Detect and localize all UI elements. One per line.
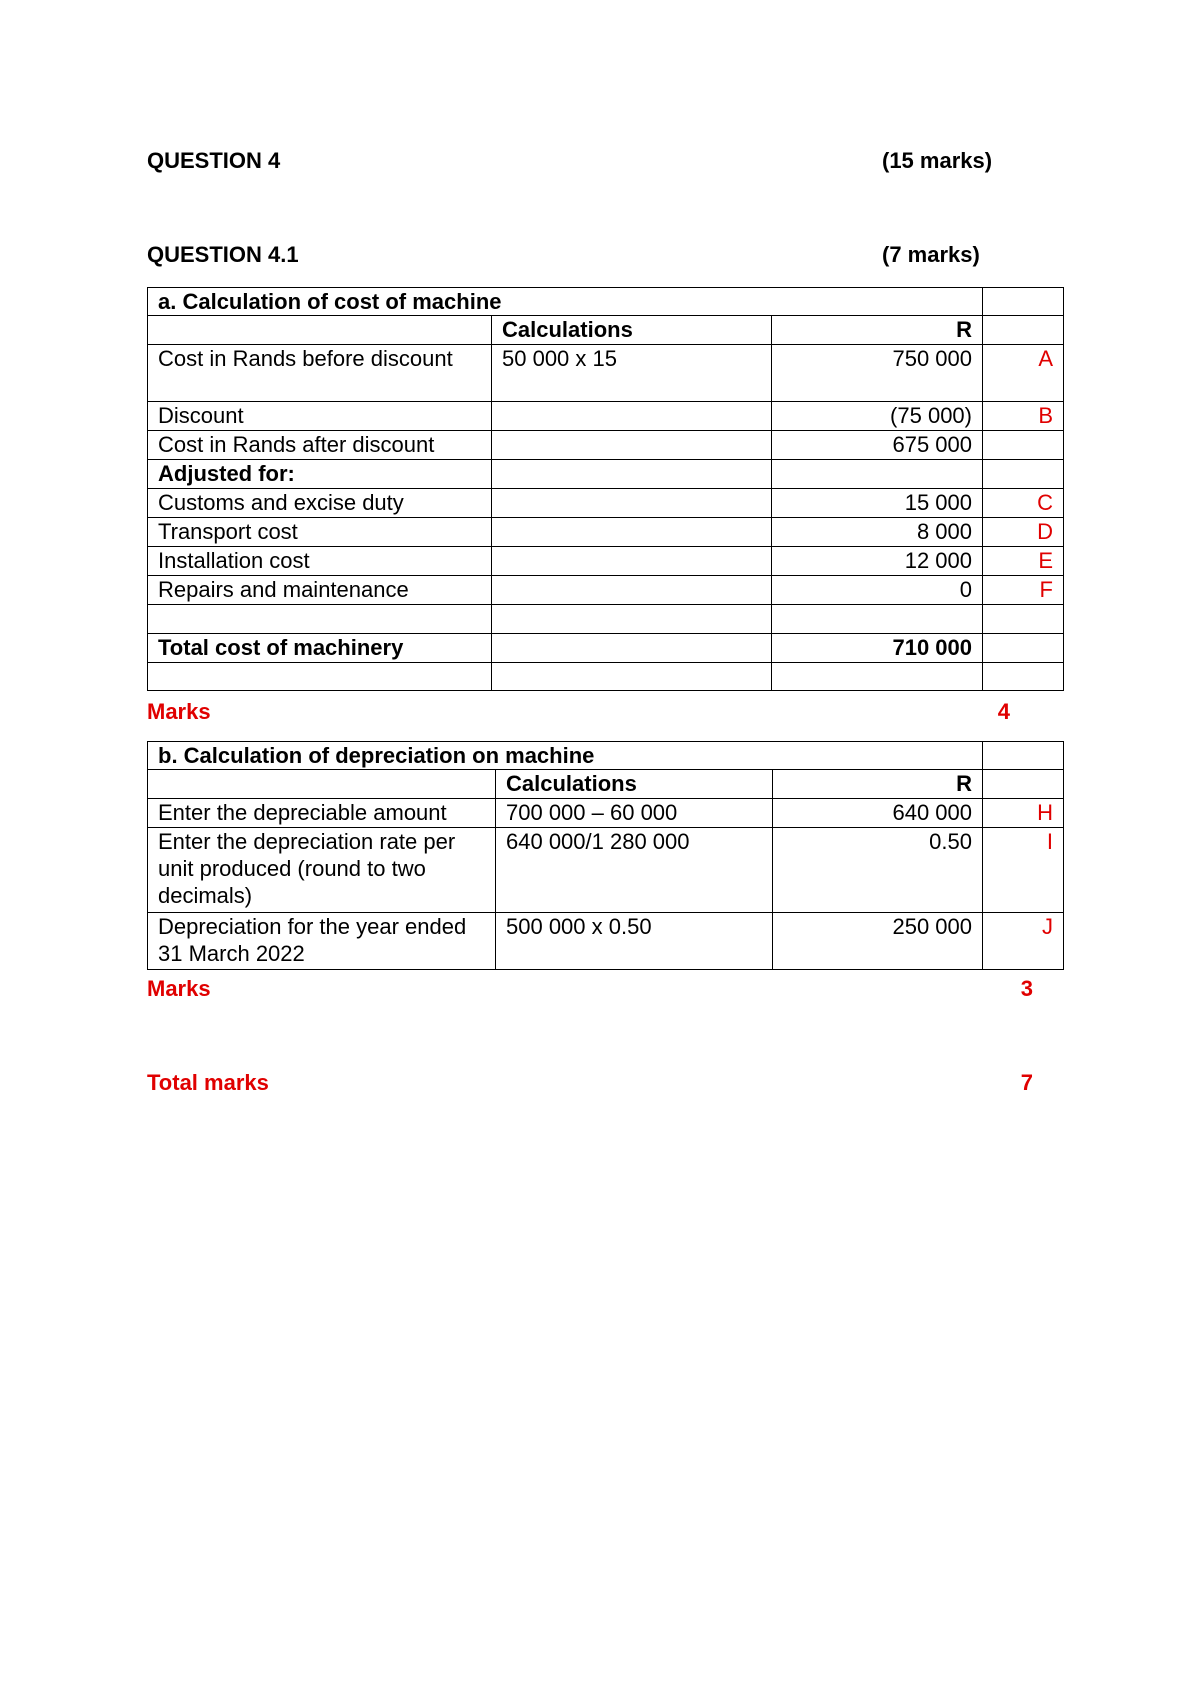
row-value: 12 000 [772, 547, 983, 576]
table-cell [983, 316, 1064, 345]
row-ref [983, 634, 1064, 663]
row-value: 675 000 [772, 431, 983, 460]
table-row [148, 576, 1064, 605]
row-ref: C [983, 489, 1064, 518]
row-ref: E [983, 547, 1064, 576]
row-label [148, 605, 492, 634]
column-header-calculations: Calculations [496, 770, 773, 799]
row-ref: I [983, 828, 1064, 913]
row-label: Installation cost [148, 547, 492, 576]
row-calc [492, 547, 772, 576]
row-value [772, 605, 983, 634]
row-ref: D [983, 518, 1064, 547]
row-value: 710 000 [772, 634, 983, 663]
row-ref [983, 663, 1064, 691]
table-row [148, 402, 1064, 431]
row-value: 750 000 [772, 345, 983, 402]
subquestion-marks: (7 marks) [882, 242, 980, 267]
row-label: Customs and excise duty [148, 489, 492, 518]
row-ref: H [983, 799, 1064, 828]
row-calc: 700 000 – 60 000 [496, 799, 773, 828]
table-row [148, 913, 1064, 970]
total-marks-value: 7 [1020, 1070, 1033, 1095]
table-header-row [148, 770, 1064, 799]
table-row [148, 663, 1064, 691]
marks-label: Marks [147, 976, 211, 1001]
row-label: Enter the depreciation rate per unit produced (round to two decimals) [148, 828, 496, 913]
table-title-row [148, 742, 1064, 770]
total-marks-label: Total marks [147, 1070, 269, 1095]
table-cell [983, 288, 1064, 316]
row-calc: 640 000/1 280 000 [496, 828, 773, 913]
row-calc [492, 518, 772, 547]
row-ref [983, 605, 1064, 634]
row-calc [492, 634, 772, 663]
row-value [772, 460, 983, 489]
row-label: Adjusted for: [148, 460, 492, 489]
row-ref: J [983, 913, 1064, 970]
row-label: Total cost of machinery [148, 634, 492, 663]
row-label: Cost in Rands after discount [148, 431, 492, 460]
row-calc [492, 431, 772, 460]
table-row [148, 431, 1064, 460]
table-header-row [148, 316, 1064, 345]
table-row [148, 460, 1064, 489]
row-calc [492, 460, 772, 489]
row-calc: 500 000 x 0.50 [496, 913, 773, 970]
subquestion-title: QUESTION 4.1 [147, 242, 299, 267]
row-value [772, 663, 983, 691]
row-value: 15 000 [772, 489, 983, 518]
table-cell [148, 770, 496, 799]
depreciation-table [147, 741, 1064, 970]
row-label [148, 663, 492, 691]
row-ref [983, 431, 1064, 460]
row-value: 8 000 [772, 518, 983, 547]
question-marks: (15 marks) [882, 148, 993, 173]
table-row-total [148, 634, 1064, 663]
row-ref: B [983, 402, 1064, 431]
row-calc [492, 489, 772, 518]
row-label: Discount [148, 402, 492, 431]
row-calc: 50 000 x 15 [492, 345, 772, 402]
cost-of-machine-table [147, 287, 1064, 691]
table-row [148, 605, 1064, 634]
column-header-calculations: Calculations [492, 316, 772, 345]
marks-value: 4 [997, 699, 1010, 724]
row-ref: A [983, 345, 1064, 402]
row-calc [492, 402, 772, 431]
table-row [148, 828, 1064, 913]
table-title: a. Calculation of cost of machine [148, 288, 983, 316]
row-calc [492, 576, 772, 605]
table-row [148, 489, 1064, 518]
table-cell [148, 316, 492, 345]
table-cell [983, 770, 1064, 799]
row-value: 0.50 [773, 828, 983, 913]
row-value: 640 000 [773, 799, 983, 828]
marks-value: 3 [1020, 976, 1033, 1001]
row-ref [983, 460, 1064, 489]
question-title: QUESTION 4 [147, 148, 281, 173]
row-calc [492, 663, 772, 691]
table-row [148, 518, 1064, 547]
row-label: Transport cost [148, 518, 492, 547]
row-value: 0 [772, 576, 983, 605]
table-cell [983, 742, 1064, 770]
row-label: Repairs and maintenance [148, 576, 492, 605]
row-value: (75 000) [772, 402, 983, 431]
row-calc [492, 605, 772, 634]
row-label: Depreciation for the year ended 31 March 2022 [148, 913, 496, 970]
column-header-r: R [772, 316, 983, 345]
table-title: b. Calculation of depreciation on machine [148, 742, 983, 770]
column-header-r: R [773, 770, 983, 799]
table-row [148, 345, 1064, 402]
table-row [148, 799, 1064, 828]
row-label: Enter the depreciable amount [148, 799, 496, 828]
row-ref: F [983, 576, 1064, 605]
table-title-row [148, 288, 1064, 316]
table-row [148, 547, 1064, 576]
row-value: 250 000 [773, 913, 983, 970]
row-label: Cost in Rands before discount [148, 345, 492, 402]
marks-label: Marks [147, 699, 211, 724]
